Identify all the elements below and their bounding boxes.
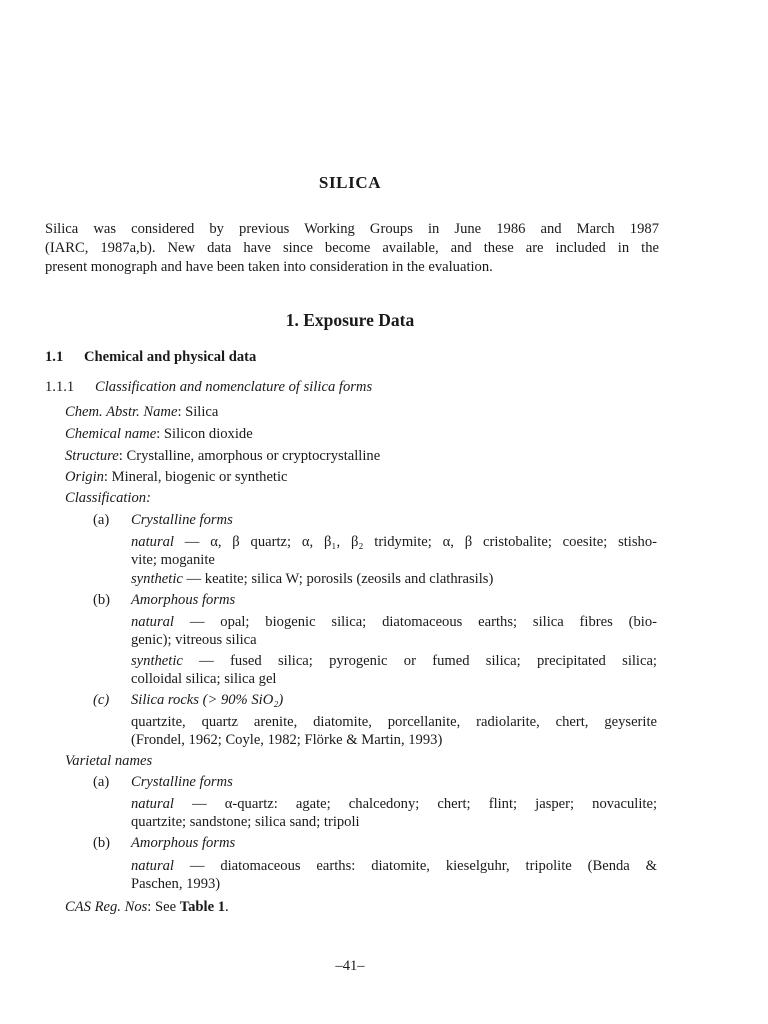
- natural-text-continued: genic); vitreous silica: [131, 632, 257, 648]
- natural-text: — α, β quartz; α, β₁, β₂ tridymite; α, β cristobalite; coesite; stisho-: [173, 534, 657, 550]
- field-label: Chem. Abstr. Name: [65, 404, 178, 420]
- varietal-crystalline-natural: [131, 795, 657, 813]
- field-label: Origin: [65, 469, 104, 485]
- subsubsection-title: Classification and nomenclature of silica forms: [95, 379, 373, 395]
- synthetic-label: synthetic: [131, 571, 183, 587]
- classification-rocks-refs: (Frondel, 1962; Coyle, 1982; Flörke & Martin, 1993): [131, 732, 443, 748]
- synthetic-text: — keatite; silica W; porosils (zeosils and clathrasils): [182, 571, 494, 587]
- natural-label: natural: [131, 614, 174, 630]
- field-value: : Mineral, biogenic or synthetic: [103, 469, 288, 485]
- cas-label: CAS Reg. Nos: [65, 899, 148, 915]
- list-marker: (a): [93, 774, 110, 790]
- natural-text-continued: vite; moganite: [131, 552, 215, 568]
- page-number: –41–: [335, 958, 365, 974]
- natural-text-continued: Paschen, 1993): [131, 876, 221, 892]
- synthetic-label: synthetic: [131, 653, 183, 669]
- cas-reg-nos: [65, 898, 229, 916]
- intro-line: present monograph and have been taken into consideration in the evaluation.: [45, 259, 493, 275]
- classification-label: Classification:: [65, 490, 151, 506]
- synthetic-text-continued: colloidal silica; silica gel: [131, 671, 277, 687]
- list-marker: (b): [93, 835, 111, 851]
- field-value: : Silica: [177, 404, 219, 420]
- list-marker: (b): [93, 592, 111, 608]
- varietal-crystalline-title: Crystalline forms: [131, 774, 233, 790]
- varietal-amorphous-natural: [131, 857, 657, 875]
- field-value: : Silicon dioxide: [156, 426, 253, 442]
- subsection-title: Chemical and physical data: [84, 349, 257, 365]
- varietal-label: Varietal names: [65, 753, 153, 769]
- classification-amorphous-natural: [131, 613, 657, 631]
- natural-text-continued: quartzite; sandstone; silica sand; tripoli: [131, 814, 360, 830]
- intro-line: (IARC, 1987a,b). New data have since become available, and these are included in the: [45, 240, 659, 256]
- list-marker: (c): [93, 692, 110, 708]
- natural-label: natural: [131, 858, 174, 874]
- field-structure: [65, 447, 380, 465]
- subsection-number: 1.1: [45, 349, 64, 365]
- field-label: Chemical name: [65, 426, 157, 442]
- page-title: SILICA: [318, 173, 382, 192]
- natural-label: natural: [131, 796, 174, 812]
- cas-pre: : See: [147, 899, 180, 915]
- field-origin: [65, 468, 288, 486]
- classification-crystalline-title: Crystalline forms: [131, 512, 233, 528]
- classification-crystalline-synthetic: [131, 570, 493, 588]
- natural-text: — diatomaceous earths: diatomite, kieselguhr, tripolite (Benda &: [173, 858, 657, 874]
- field-label: Structure: [65, 448, 119, 464]
- subsubsection-number: 1.1.1: [45, 379, 75, 395]
- cas-post: .: [225, 899, 229, 915]
- list-marker: (a): [93, 512, 110, 528]
- field-chem-abstr-name: [65, 403, 218, 421]
- synthetic-text: — fused silica; pyrogenic or fumed silica; precipitated silica;: [182, 653, 657, 669]
- classification-amorphous-synthetic: [131, 652, 657, 670]
- natural-text: — opal; biogenic silica; diatomaceous earths; silica fibres (bio-: [173, 614, 657, 630]
- table-reference: Table 1: [179, 899, 226, 915]
- varietal-amorphous-title: Amorphous forms: [131, 835, 236, 851]
- classification-amorphous-title: Amorphous forms: [131, 592, 236, 608]
- intro-paragraph: [45, 220, 659, 277]
- classification-rocks-text: quartzite, quartz arenite, diatomite, porcellanite, radiolarite, chert, geyserite: [131, 714, 657, 730]
- section-heading: 1. Exposure Data: [285, 310, 415, 330]
- field-chemical-name: [65, 425, 253, 443]
- intro-line: Silica was considered by previous Working Groups in June 1986 and March 1987: [45, 221, 659, 237]
- field-value: : Crystalline, amorphous or cryptocrystalline: [118, 448, 381, 464]
- natural-label: natural: [131, 534, 174, 550]
- classification-rocks-title: Silica rocks (> 90% SiO₂): [131, 692, 284, 708]
- natural-text: — α-quartz: agate; chalcedony; chert; flint; jasper; novaculite;: [173, 796, 657, 812]
- classification-crystalline-natural: [131, 533, 657, 551]
